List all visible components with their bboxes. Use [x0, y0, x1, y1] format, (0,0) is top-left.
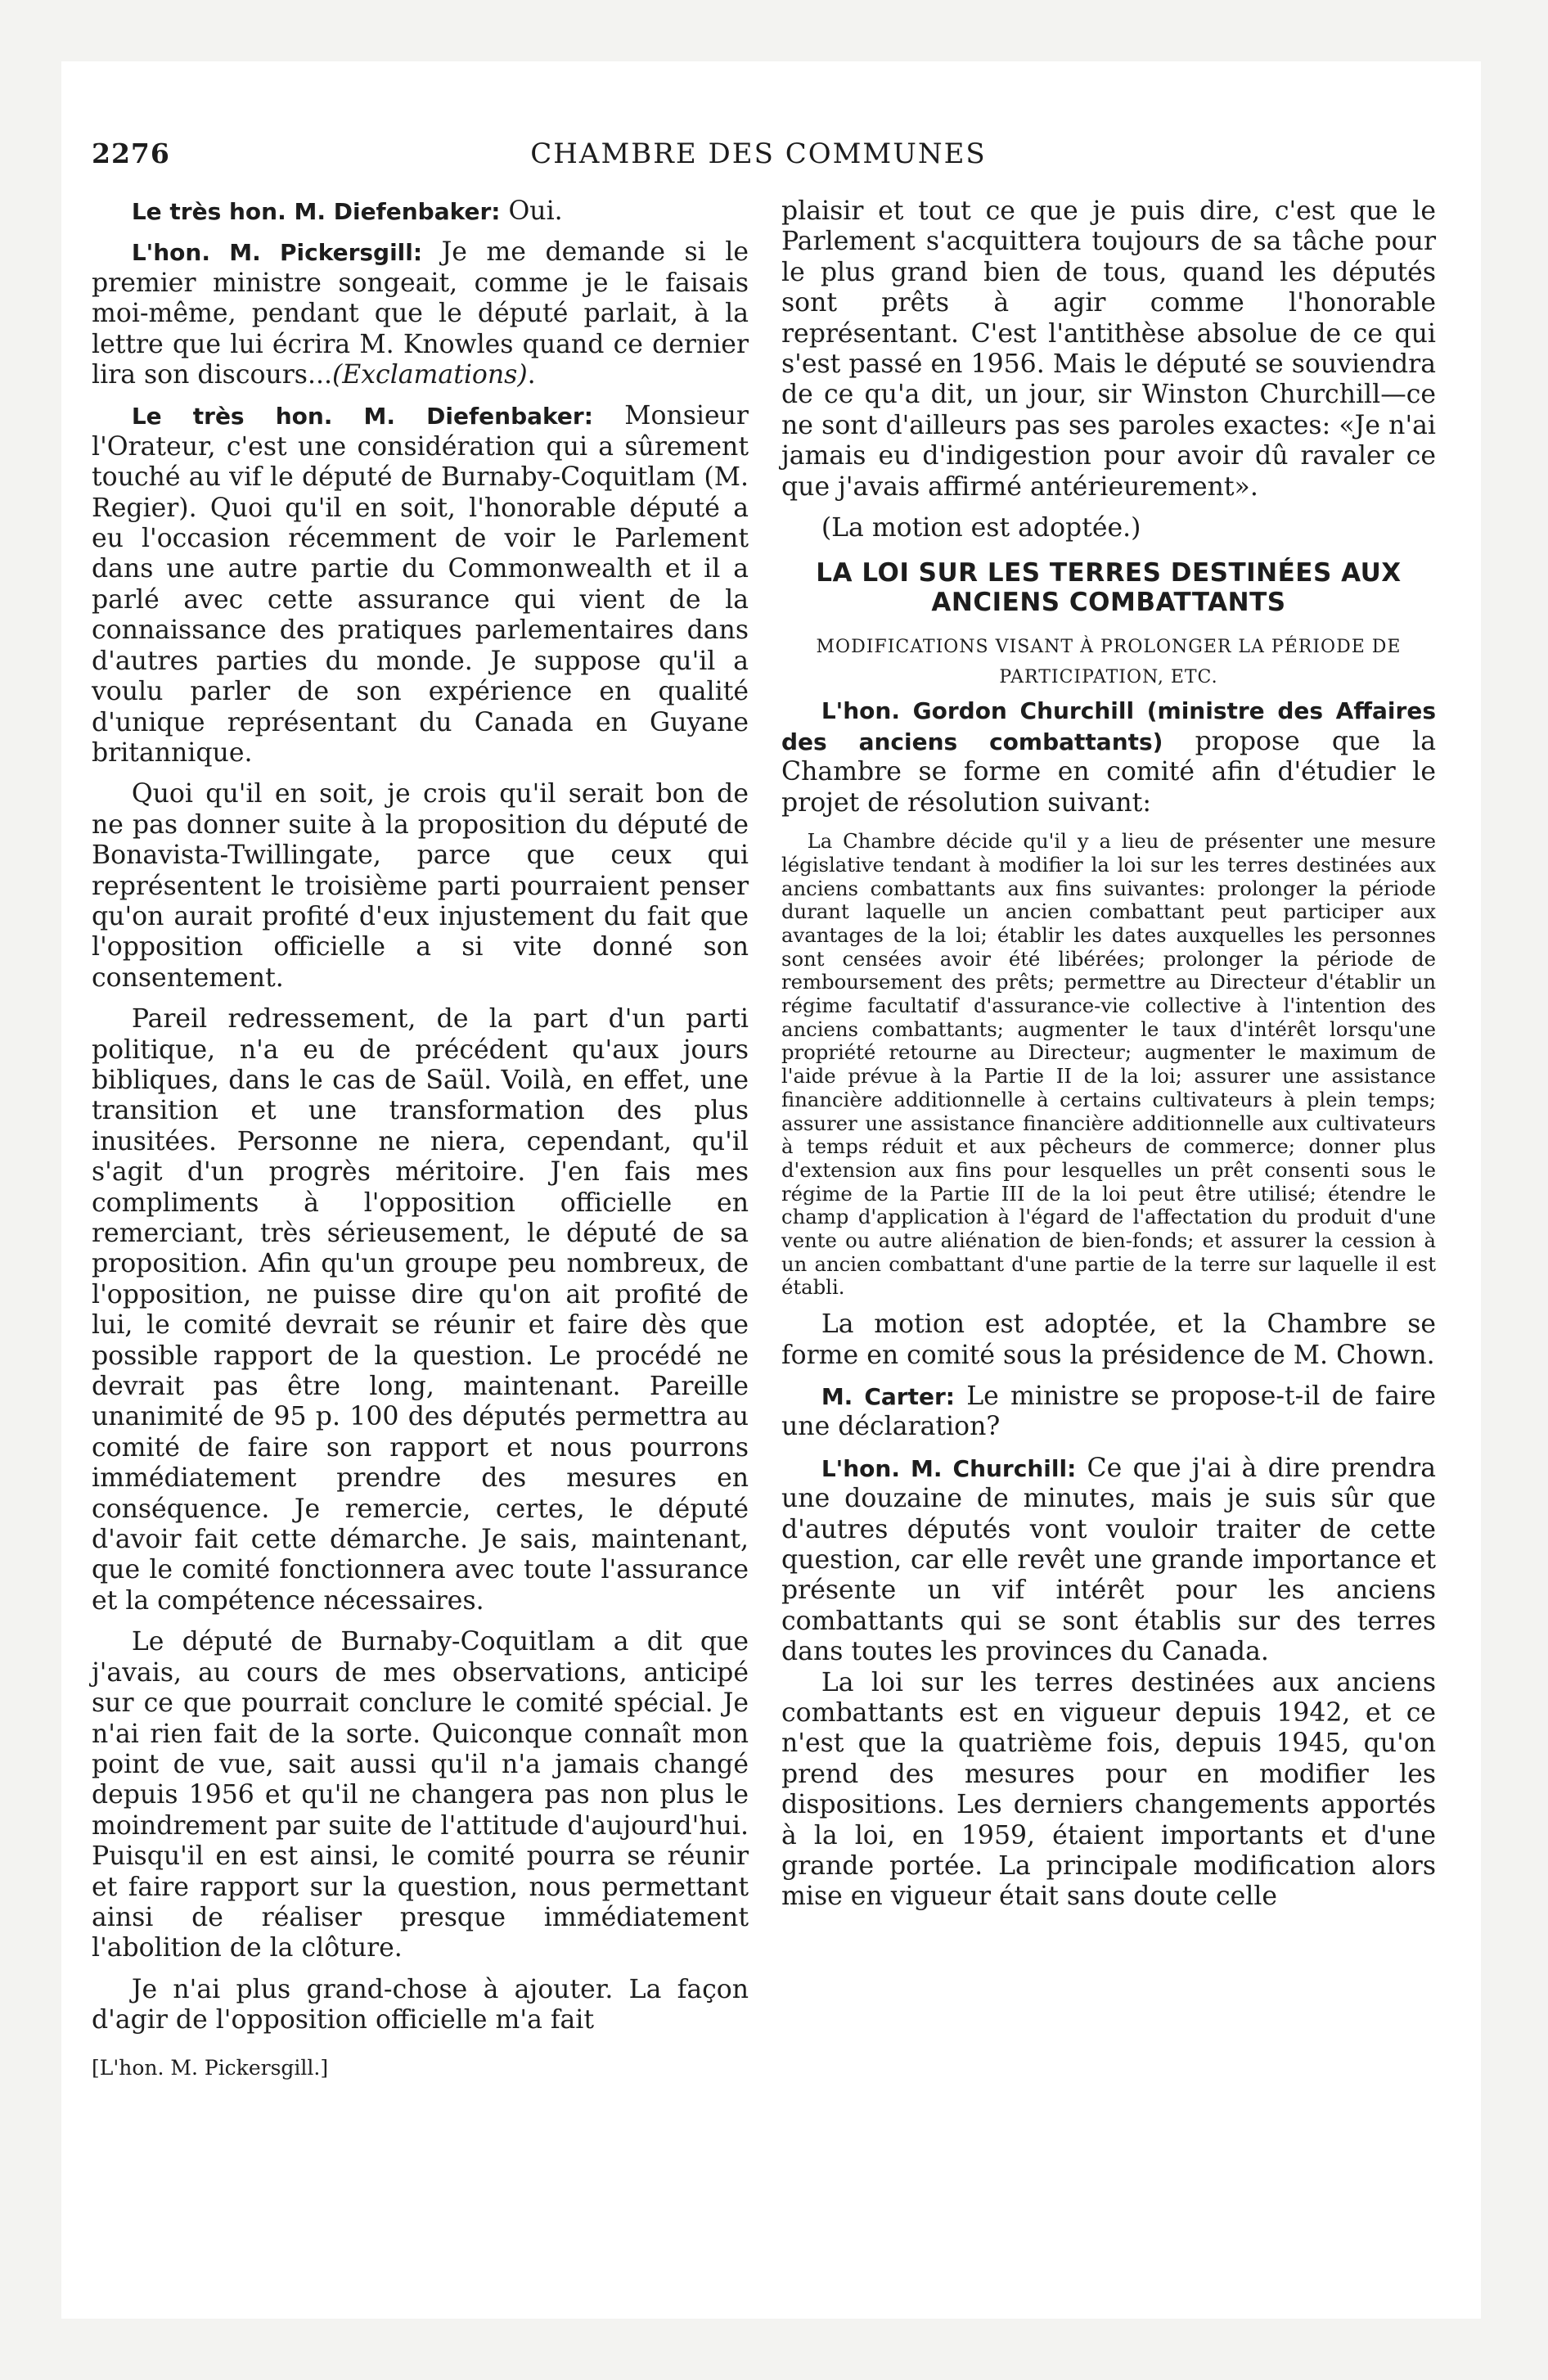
- paragraph: La motion est adoptée, et la Chambre se forme en comité sous la présidence de M. Chown.: [781, 1309, 1436, 1370]
- right-column: [781, 196, 1436, 1913]
- footer-reference: [L'hon. M. Pickersgill.]: [92, 2055, 329, 2080]
- paragraph-text: Monsieur l'Orateur, c'est une considération qui a sûrement touché au vif le député de Burnaby-Coquitlam (M. Regier). Quoi qu'il en soit, l'honorable député a eu l'occasion récemment de voir le Parlement dans une autre partie du Commonwealth et il a parlé avec cette assurance qui vient de la connaissance des pratiques parlementaires dans d'autres parties du monde. Je suppose qu'il a voulu parler de son expérience en qualité d'unique représentant du Canada en Guyane britannique.: [92, 401, 749, 768]
- paragraph: Le député de Burnaby-Coquitlam a dit que j'avais, au cours de mes observations, anticipé sur ce que pourrait conclure le comité spécial. Je n'ai rien fait de la sorte. Quiconque connaît mon point de vue, sait aussi qu'il n'a jamais changé depuis 1956 et qu'il ne changera pas non plus le moindrement par suite de l'attitude d'aujourd'hui. Puisqu'il en est ainsi, le comité pourra se réunir et faire rapport sur la question, nous permettant ainsi de réaliser presque immédiatement l'abolition de la clôture.: [92, 1627, 749, 1963]
- paragraph: (La motion est adoptée.): [821, 513, 1141, 543]
- running-title: CHAMBRE DES COMMUNES: [530, 137, 987, 170]
- speaker-name: L'hon. M. Churchill:: [821, 1454, 1077, 1482]
- paragraph-text: Oui.: [500, 196, 563, 226]
- paragraph: Pareil redressement, de la part d'un parti politique, n'a eu de précédent qu'aux jours bibliques, dans le cas de Saül. Voilà, en effet, une transition et une transformation des plus inusitées. Personne ne niera, cependant, qu'il s'agit d'un progrès méritoire. J'en fais mes compliments à l'opposition officielle en remerciant, très sérieusement, le député de sa proposition. Afin qu'un groupe peu nombreux, de l'opposition, ne puisse dire qu'on ait profité de lui, le comité devrait se réunir et faire dès que possible rapport de la question. Le procédé ne devrait pas être long, maintenant. Pareille unanimité de 95 p. 100 des députés permettra au comité de faire son rapport et nous pourrons immédiatement prendre des mesures en conséquence. Je remercie, certes, le député d'avoir fait cette démarche. Je sais, maintenant, que le comité fonctionnera avec toute l'assurance et la compétence nécessaires.: [92, 1004, 749, 1616]
- page-number: 2276: [92, 137, 170, 169]
- paragraph: plaisir et tout ce que je puis dire, c'est que le Parlement s'acquittera toujours de sa tâche pour le plus grand bien de tous, quand les députés sont prêts à agir comme l'honorable représentant. C'est l'antithèse absolue de ce qui s'est passé en 1956. Mais le député se souviendra de ce qu'a dit, un jour, sir Winston Churchill—ce ne sont d'ailleurs pas ses paroles exactes: «Je n'ai jamais eu d'indigestion pour avoir dû ravaler ce que j'avais affirmé antérieurement».: [781, 196, 1436, 502]
- speaker-name: Le très hon. M. Diefenbaker:: [131, 403, 593, 430]
- paragraph: Quoi qu'il en soit, je crois qu'il serait bon de ne pas donner suite à la proposition du député de Bonavista-Twillingate, parce que ceux qui représentent le troisième parti pourraient penser qu'on aurait profité d'eux injustement du fait que l'opposition officielle a si vite donné son consentement.: [92, 779, 749, 993]
- section-subheading: MODIFICATIONS VISANT À PROLONGER LA PÉRIODE DE PARTICIPATION, ETC.: [816, 637, 1402, 688]
- page-header: [92, 137, 1425, 178]
- resolution-text: La Chambre décide qu'il y a lieu de présenter une mesure législative tendant à modifier la loi sur les terres destinées aux anciens combattants aux fins suivantes: prolonger la période durant laquelle un ancien combattant peut participer aux avantages de la loi; établir les dates auxquelles les personnes sont censées avoir été libérées; prolonger la période de remboursement des prêts; permettre au Directeur d'établir un régime facultatif d'assurance-vie collective à l'intention des anciens combattants; augmenter le taux d'intérêt lorsqu'une propriété retourne au Directeur; augmenter le maximum de l'aide prévue à la Partie II de la loi; assurer une assistance financière additionnelle à certains cultivateurs à plein temps; assurer une assistance financière additionnelle aux cultivateurs à temps réduit et aux pêcheurs de commerce; donner plus d'extension aux fins pour lesquelles un prêt consenti sous le régime de la Partie III de la loi peut être utilisé; étendre le champ d'application à l'égard de l'affectation du produit d'une vente ou autre aliénation de bien-fonds; et assurer la cession à un ancien combattant d'une partie de la terre sur laquelle il est établi.: [781, 829, 1436, 1300]
- speaker-name: M. Carter:: [821, 1382, 955, 1410]
- left-column: [92, 196, 749, 2083]
- section-heading: LA LOI SUR LES TERRES DESTINÉES AUX ANCIENS COMBATTANTS: [816, 558, 1402, 618]
- paragraph: [92, 237, 749, 390]
- speaker-name: Le très hon. M. Diefenbaker:: [131, 198, 501, 225]
- paragraph-text: propose que la Chambre se forme en comité afin d'étudier le projet de résolution suivant:: [781, 726, 1437, 818]
- paragraph-text: .: [527, 360, 536, 390]
- speaker-name: L'hon. M. Pickersgill:: [131, 239, 423, 267]
- speaker-name: L'hon. Gordon Churchill (ministre des Affaires des anciens combattants): [781, 697, 1436, 755]
- paragraph: [92, 401, 749, 769]
- paragraph-text: Ce que j'ai à dire prendra une douzaine de minutes, mais je suis sûr que d'autres députés vont vouloir traiter de cette question, car elle revêt une grande importance et présente un vif intérêt pour les anciens combattants qui se sont établis sur des terres dans toutes les provinces du Canada.: [781, 1453, 1436, 1667]
- paragraph: [781, 696, 1436, 818]
- paragraph-text: Le ministre se propose-t-il de faire une déclaration?: [781, 1381, 1436, 1442]
- paragraph-text: Je me demande si le premier ministre songeait, comme je le faisais moi-même, pendant que le député parlait, à la lettre que lui écrira M. Knowles quand ce dernier lira son discours...: [92, 237, 749, 390]
- paragraph: La loi sur les terres destinées aux anciens combattants est en vigueur depuis 1942, et ce n'est que la quatrième fois, depuis 1945, qu'on prend des mesures pour en modifier les dispositions. Les derniers changements apportés à la loi, en 1959, étaient importants et d'une grande portée. La principale modification alors mise en vigueur était sans doute celle: [781, 1667, 1436, 1912]
- italic-text: (Exclamations): [332, 360, 528, 390]
- paragraph: Je n'ai plus grand-chose à ajouter. La façon d'agir de l'opposition officielle m'a fait: [92, 1974, 749, 2035]
- paragraph: [781, 1382, 1436, 1443]
- paragraph: [92, 196, 749, 227]
- paragraph: [781, 1454, 1436, 1668]
